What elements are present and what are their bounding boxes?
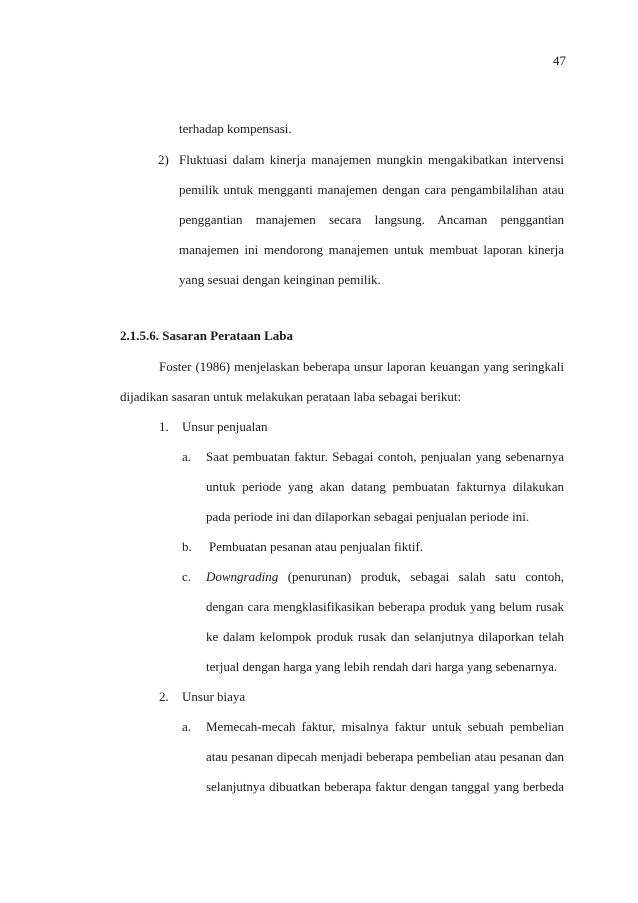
paragraph-line: terjual dengan harga yang lebih rendah dari harga yang sebenarnya.	[206, 659, 558, 674]
sublist-marker: c.	[182, 569, 192, 584]
page-number: 47	[553, 53, 566, 68]
sublist-marker: a.	[182, 449, 192, 464]
paragraph-line: dengan cara mengklasifikasikan beberapa produk yang belum rusak	[206, 599, 564, 614]
paragraph-line: dijadikan sasaran untuk melakukan perataan laba sebagai berikut:	[120, 389, 462, 404]
paragraph-line: yang sesuai dengan keinginan pemilik.	[179, 272, 381, 287]
list-marker: 2.	[159, 689, 169, 704]
list-item-2	[179, 145, 564, 295]
paragraph-line: manajemen ini mendorong manajemen untuk membuat laporan kinerja	[179, 242, 564, 257]
paragraph-line: pemilik untuk mengganti manajemen dengan cara pengambilalihan atau	[179, 182, 564, 197]
paragraph-line: pada periode ini dan dilaporkan sebagai penjualan periode ini.	[206, 509, 530, 524]
paragraph-line	[206, 562, 564, 592]
sublist-marker: a.	[182, 719, 192, 734]
sublist-item	[206, 562, 564, 682]
italic-term: Downgrading	[206, 569, 279, 584]
sublist-marker: b.	[182, 539, 192, 554]
paragraph-line: Pembuatan pesanan atau penjualan fiktif.	[209, 539, 424, 554]
paragraph-line: Foster (1986) menjelaskan beberapa unsur laporan keuangan yang seringkali	[159, 359, 564, 374]
paragraph-line: Fluktuasi dalam kinerja manajemen mungkin mengakibatkan intervensi	[179, 152, 564, 167]
paragraph-line: atau pesanan dipecah menjadi beberapa pembelian atau pesanan dan	[206, 749, 564, 764]
line-rest: (penurunan) produk, sebagai salah satu contoh,	[278, 569, 564, 584]
section-heading: 2.1.5.6. Sasaran Perataan Laba	[120, 328, 293, 343]
paragraph-line: terhadap kompensasi.	[179, 121, 292, 136]
continuation-text	[179, 114, 564, 144]
list-item-title: Unsur penjualan	[182, 419, 268, 434]
intro-paragraph	[120, 352, 564, 412]
paragraph-line: untuk periode yang akan datang pembuatan fakturnya dilakukan	[206, 479, 564, 494]
sublist-item	[206, 442, 564, 532]
list-item-title: Unsur biaya	[182, 689, 246, 704]
paragraph-line: Saat pembuatan faktur. Sebagai contoh, penjualan yang sebenarnya	[206, 449, 564, 464]
list-marker: 1.	[159, 419, 169, 434]
sublist-item	[209, 532, 564, 562]
list-marker: 2)	[158, 152, 169, 167]
paragraph-line: ke dalam kelompok produk rusak dan selanjutnya dilaporkan telah	[206, 629, 564, 644]
paragraph-line: penggantian manajemen secara langsung. Ancaman penggantian	[179, 212, 564, 227]
paragraph-line: selanjutnya dibuatkan beberapa faktur dengan tanggal yang berbeda	[206, 779, 564, 794]
paragraph-line: Memecah-mecah faktur, misalnya faktur untuk sebuah pembelian	[206, 719, 564, 734]
sublist-item	[206, 712, 564, 802]
